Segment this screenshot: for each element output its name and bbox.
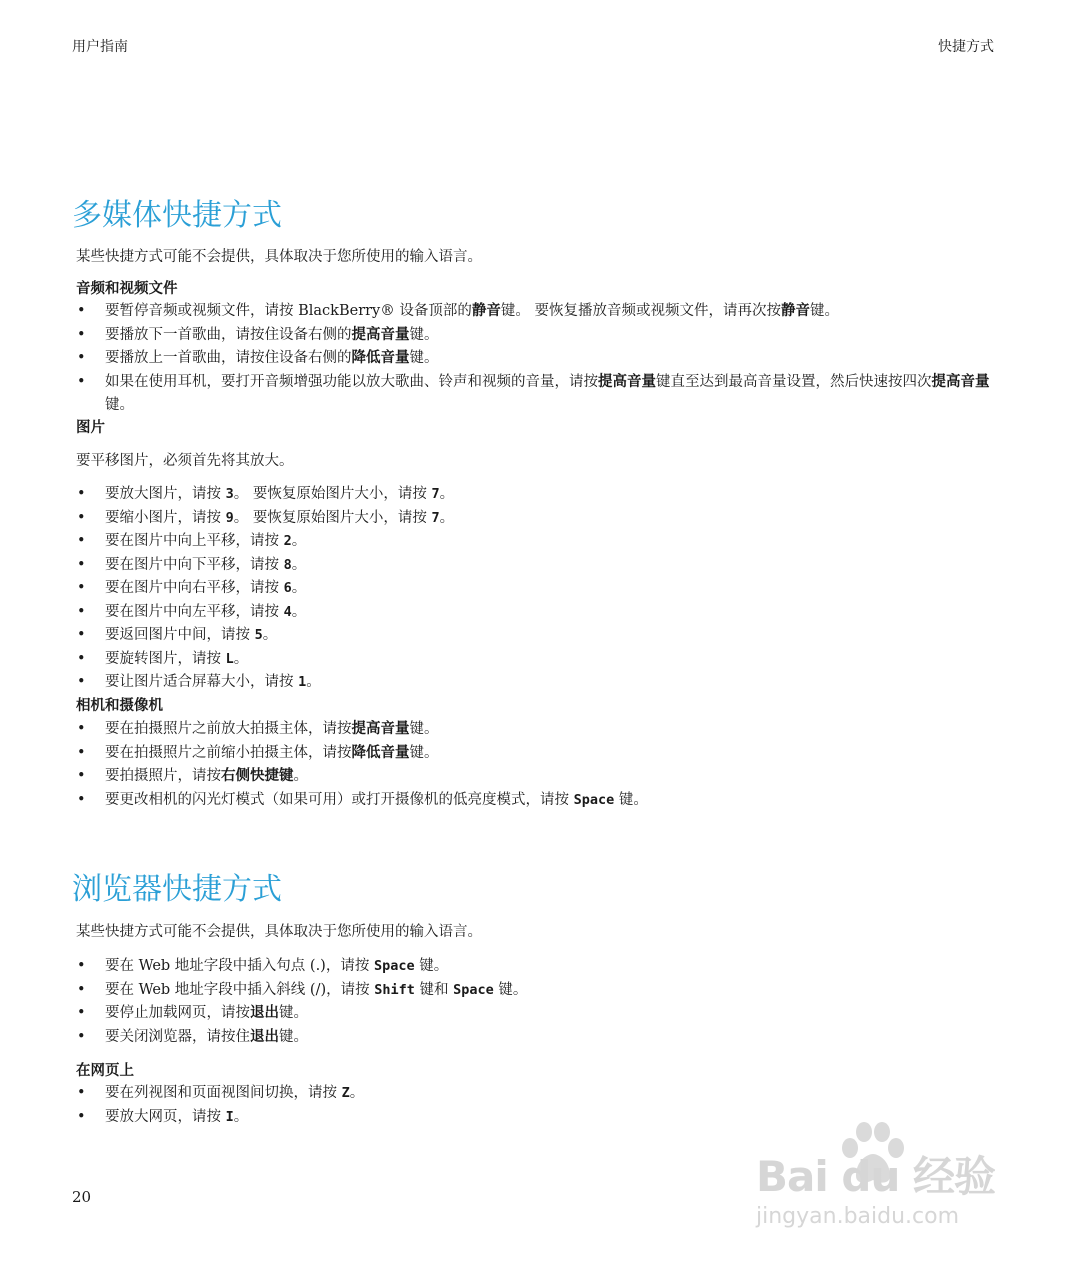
page-number: 20 (72, 1188, 92, 1206)
list-item: • 要在图片中向上平移，请按 2。 (77, 533, 307, 549)
list-item: • 要播放上一首歌曲，请按住设备右侧的降低音量键。 (77, 350, 439, 366)
list-item: • 要在 Web 地址字段中插入句点 (.)，请按 Space 键。 (77, 958, 449, 974)
browser-intro: 某些快捷方式可能不会提供，具体取决于您所使用的输入语言。 (76, 924, 482, 940)
list-item: • 要缩小图片，请按 9。 要恢复原始图片大小，请按 7。 (77, 509, 455, 526)
baidu-jingyan-watermark (752, 1118, 1014, 1240)
list-item: • 要暂停音频或视频文件，请按 BlackBerry® 设备顶部的静音键。 要恢复播放音频或视频文件，请再次按静音键。 (77, 303, 839, 319)
multimedia-intro: 某些快捷方式可能不会提供，具体取决于您所使用的输入语言。 (76, 249, 482, 265)
pictures-list (76, 483, 996, 695)
header-chapter-title: 快捷方式 (938, 39, 994, 55)
list-item: • 要在拍摄照片之前缩小拍摄主体，请按降低音量键。 (77, 744, 439, 761)
list-item: • 要更改相机的闪光灯模式（如果可用）或打开摄像机的低亮度模式，请按 Space 键。 (77, 791, 648, 808)
list-item: • 要停止加载网页，请按退出键。 (77, 1005, 308, 1021)
list-item: • 要在图片中向左平移，请按 4。 (77, 603, 307, 620)
header-doc-title: 用户指南 (72, 39, 128, 55)
list-item: • 要在图片中向下平移，请按 8。 (77, 556, 307, 573)
camera-heading: 相机和摄像机 (76, 698, 163, 714)
list-item: • 要关闭浏览器，请按住退出键。 (77, 1028, 308, 1045)
list-item: • 要旋转图片，请按 L。 (77, 650, 249, 667)
pictures-heading: 图片 (76, 420, 105, 436)
list-item: • 要在列视图和页面视图间切换，请按 Z。 (77, 1085, 365, 1101)
browser-section-title: 浏览器快捷方式 (72, 872, 282, 907)
watermark-url: jingyan.baidu.com (756, 1204, 960, 1229)
list-item: • 要在图片中向右平移，请按 6。 (77, 580, 307, 596)
list-item: • 要让图片适合屏幕大小，请按 1。 (77, 674, 321, 690)
audio-video-list (76, 300, 996, 418)
browser-list (76, 955, 996, 1049)
audio-video-heading: 音频和视频文件 (76, 281, 178, 297)
list-item: • 要播放下一首歌曲，请按住设备右侧的提高音量键。 (77, 326, 439, 343)
watermark-main-text: Bai du 经验 (756, 1152, 995, 1201)
list-item: • 如果在使用耳机，要打开音频增强功能以放大歌曲、铃声和视频的音量，请按提高音量键直至达到最高音量设置，然后快速按四次提高音量键。 (77, 373, 990, 413)
multimedia-section-title: 多媒体快捷方式 (72, 198, 282, 233)
pictures-note: 要平移图片，必须首先将其放大。 (76, 453, 294, 469)
list-item: • 要在拍摄照片之前放大拍摄主体，请按提高音量键。 (77, 721, 439, 737)
list-item: • 要在 Web 地址字段中插入斜线 (/)，请按 Shift 键和 Space 键。 (77, 981, 528, 998)
running-header (72, 36, 994, 56)
list-item: • 要拍摄照片，请按右侧快捷键。 (77, 768, 308, 784)
camera-list (76, 718, 996, 812)
list-item: • 要放大图片，请按 3。 要恢复原始图片大小，请按 7。 (77, 486, 455, 502)
on-page-heading: 在网页上 (76, 1063, 134, 1079)
list-item: • 要返回图片中间，请按 5。 (77, 627, 278, 643)
list-item: • 要放大网页，请按 I。 (77, 1108, 249, 1125)
